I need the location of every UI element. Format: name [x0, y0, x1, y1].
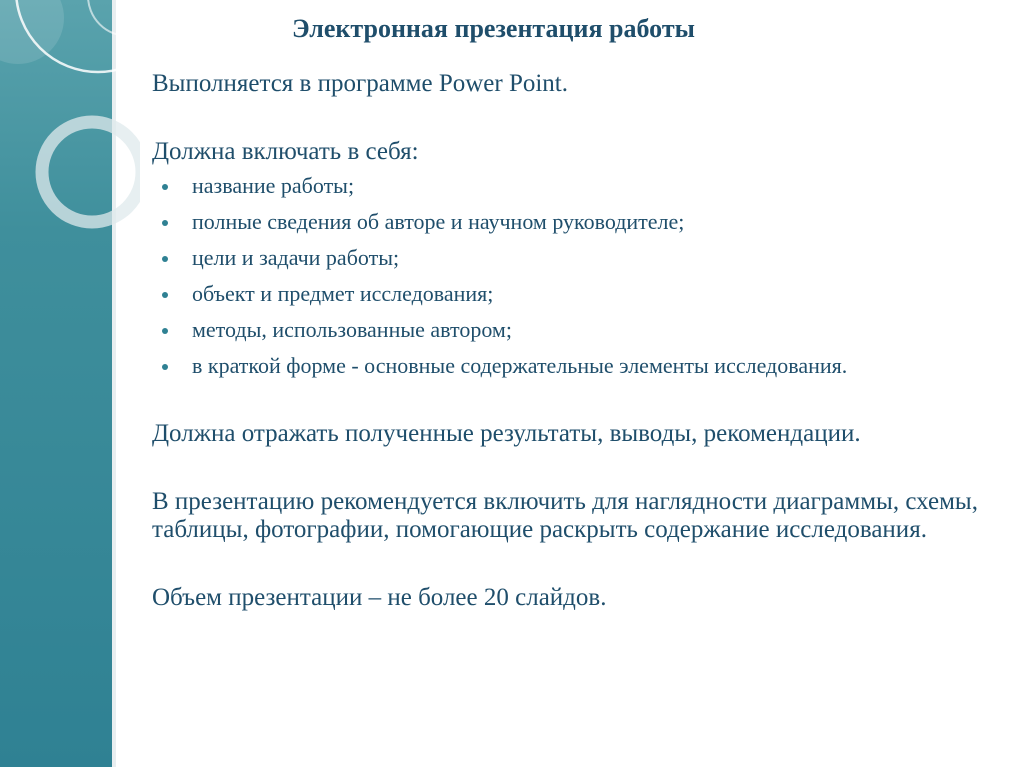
list-item: объект и предмет исследования;: [152, 282, 992, 306]
paragraph-volume: Объем презентации – не более 20 слайдов.: [152, 584, 607, 611]
list-item: полные сведения об авторе и научном руководителе;: [152, 210, 992, 234]
slide-title: Электронная презентация работы: [292, 14, 695, 43]
list-item: название работы;: [152, 174, 992, 198]
list-item: в краткой форме - основные содержательные элементы исследования.: [152, 354, 992, 378]
bullet-icon: [162, 328, 168, 334]
list-item: цели и задачи работы;: [152, 246, 992, 270]
paragraph-results: Должна отражать полученные результаты, выводы, рекомендации.: [152, 420, 861, 447]
paragraph-program: Выполняется в программе Power Point.: [152, 70, 568, 97]
paragraph-recommendation: В презентацию рекомендуется включить для наглядности диаграммы, схемы, таблицы, фотографии, помогающие раскрыть содержание исследования.: [152, 488, 978, 543]
ring-circle: [42, 122, 140, 222]
small-circle-outline: [88, 0, 140, 36]
bullet-icon: [162, 184, 168, 190]
faint-circle-fill: [0, 0, 64, 64]
bullet-icon: [162, 256, 168, 262]
slide-content: [152, 70, 992, 612]
bullet-icon: [162, 364, 168, 370]
bullet-list: [152, 174, 992, 378]
bullet-icon: [162, 220, 168, 226]
list-item: методы, использованные автором;: [152, 318, 992, 342]
bullet-icon: [162, 292, 168, 298]
paragraph-includes: Должна включать в себя:: [152, 138, 419, 165]
decorative-circles: [0, 0, 140, 260]
